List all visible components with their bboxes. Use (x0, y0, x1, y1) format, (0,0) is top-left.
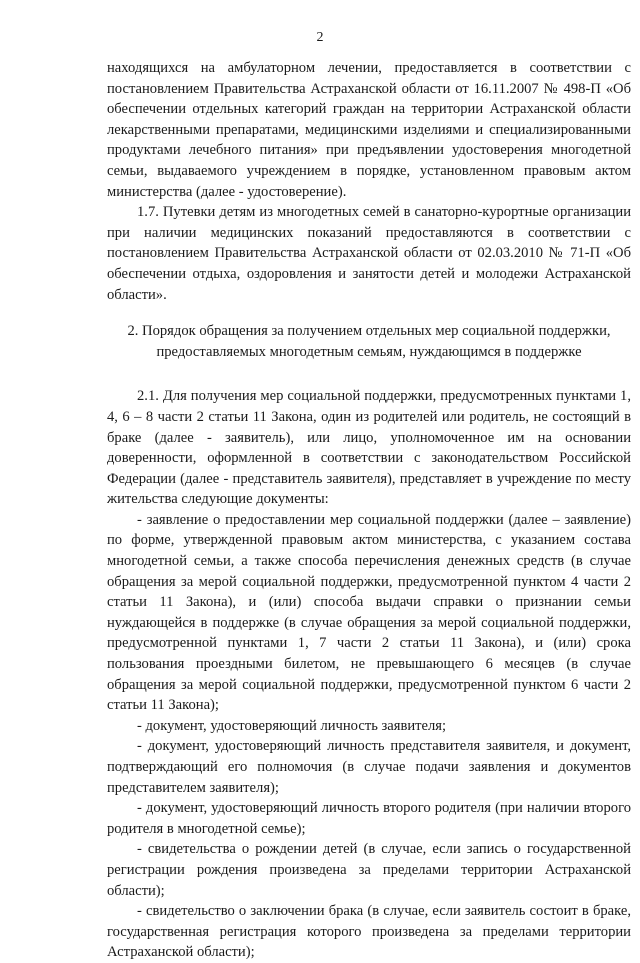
paragraph-1-7: 1.7. Путевки детям из многодетных семей в санаторно-курортные организации при наличии медицинских показаний предоставляются в соответствии с постановлением Правительства Астраханской области от 02.03.2010 № 71-П «Об обеспечении отдыха, оздоровления и занятости детей и молодежи Астраханской области». (107, 204, 631, 303)
list-item-birth-certificates: - свидетельства о рождении детей (в случае, если запись о государственной регистрации рождения произведена за пределами территории Астраханской области); (107, 841, 631, 899)
paragraph-continuation: находящихся на амбулаторном лечении, предоставляется в соответствии с постановлением Правительства Астраханской области от 16.11.2007 № 498-П «Об обеспечении отдельных категорий граждан на территории Астраханской области лекарственными препаратами, медицинскими изделиями и специализированными продуктами лечебного питания» при предъявлении удостоверения многодетной семьи, выдаваемого учреждением в порядке, установленном правовым актом министерства (далее - удостоверение). (107, 60, 631, 200)
list-item-representative-id: - документ, удостоверяющий личность представителя заявителя, и документ, подтверждающий его полномочия (в случае подачи заявления и документов представителем заявителя); (107, 738, 631, 796)
paragraph-2-1: 2.1. Для получения мер социальной поддержки, предусмотренных пунктами 1, 4, 6 – 8 части 2 статьи 11 Закона, один из родителей или родитель, не состоящий в браке (далее - заявитель), или лицо, уполномоченное им на основании доверенности, оформленной в соответствии с законодательством Российской Федерации (далее - представитель заявителя), представляет в учреждение по месту жительства следующие документы: (107, 388, 631, 508)
list-item-application: - заявление о предоставлении мер социальной поддержки (далее – заявление) по форме, утвержденной правовым актом министерства, с указанием состава многодетной семьи, а также способа перечисления денежных средств (в случае обращения за мерой социальной поддержки, предусмотренной пунктом 4 части 2 статьи 11 Закона), и (или) способа выдачи справки о признании семьи нуждающейся в поддержке (в случае обращения за мерой социальной поддержки, предусмотренной пунктами 1, 7 части 2 статьи 11 Закона), и (или) срока пользования проездными билетом, не превышающего 6 месяцев (в случае обращения за мерой социальной поддержки, предусмотренной пунктом 6 части 2 статьи 11 Закона); (107, 511, 631, 714)
document-body (107, 58, 631, 963)
page-number: 2 (316, 30, 324, 45)
list-item-marriage-certificate: - свидетельство о заключении брака (в случае, если заявитель состоит в браке, государственная регистрация которого произведена за пределами территории Астраханской области); (107, 903, 631, 961)
list-item-second-parent-id: - документ, удостоверяющий личность второго родителя (при наличии второго родителя в многодетной семье); (107, 800, 631, 837)
section-2-heading: 2. Порядок обращения за получением отдельных мер социальной поддержки, предоставляемых многодетным семьям, нуждающимся в поддержке (127, 323, 611, 360)
list-item-applicant-id: - документ, удостоверяющий личность заявителя; (137, 717, 447, 734)
